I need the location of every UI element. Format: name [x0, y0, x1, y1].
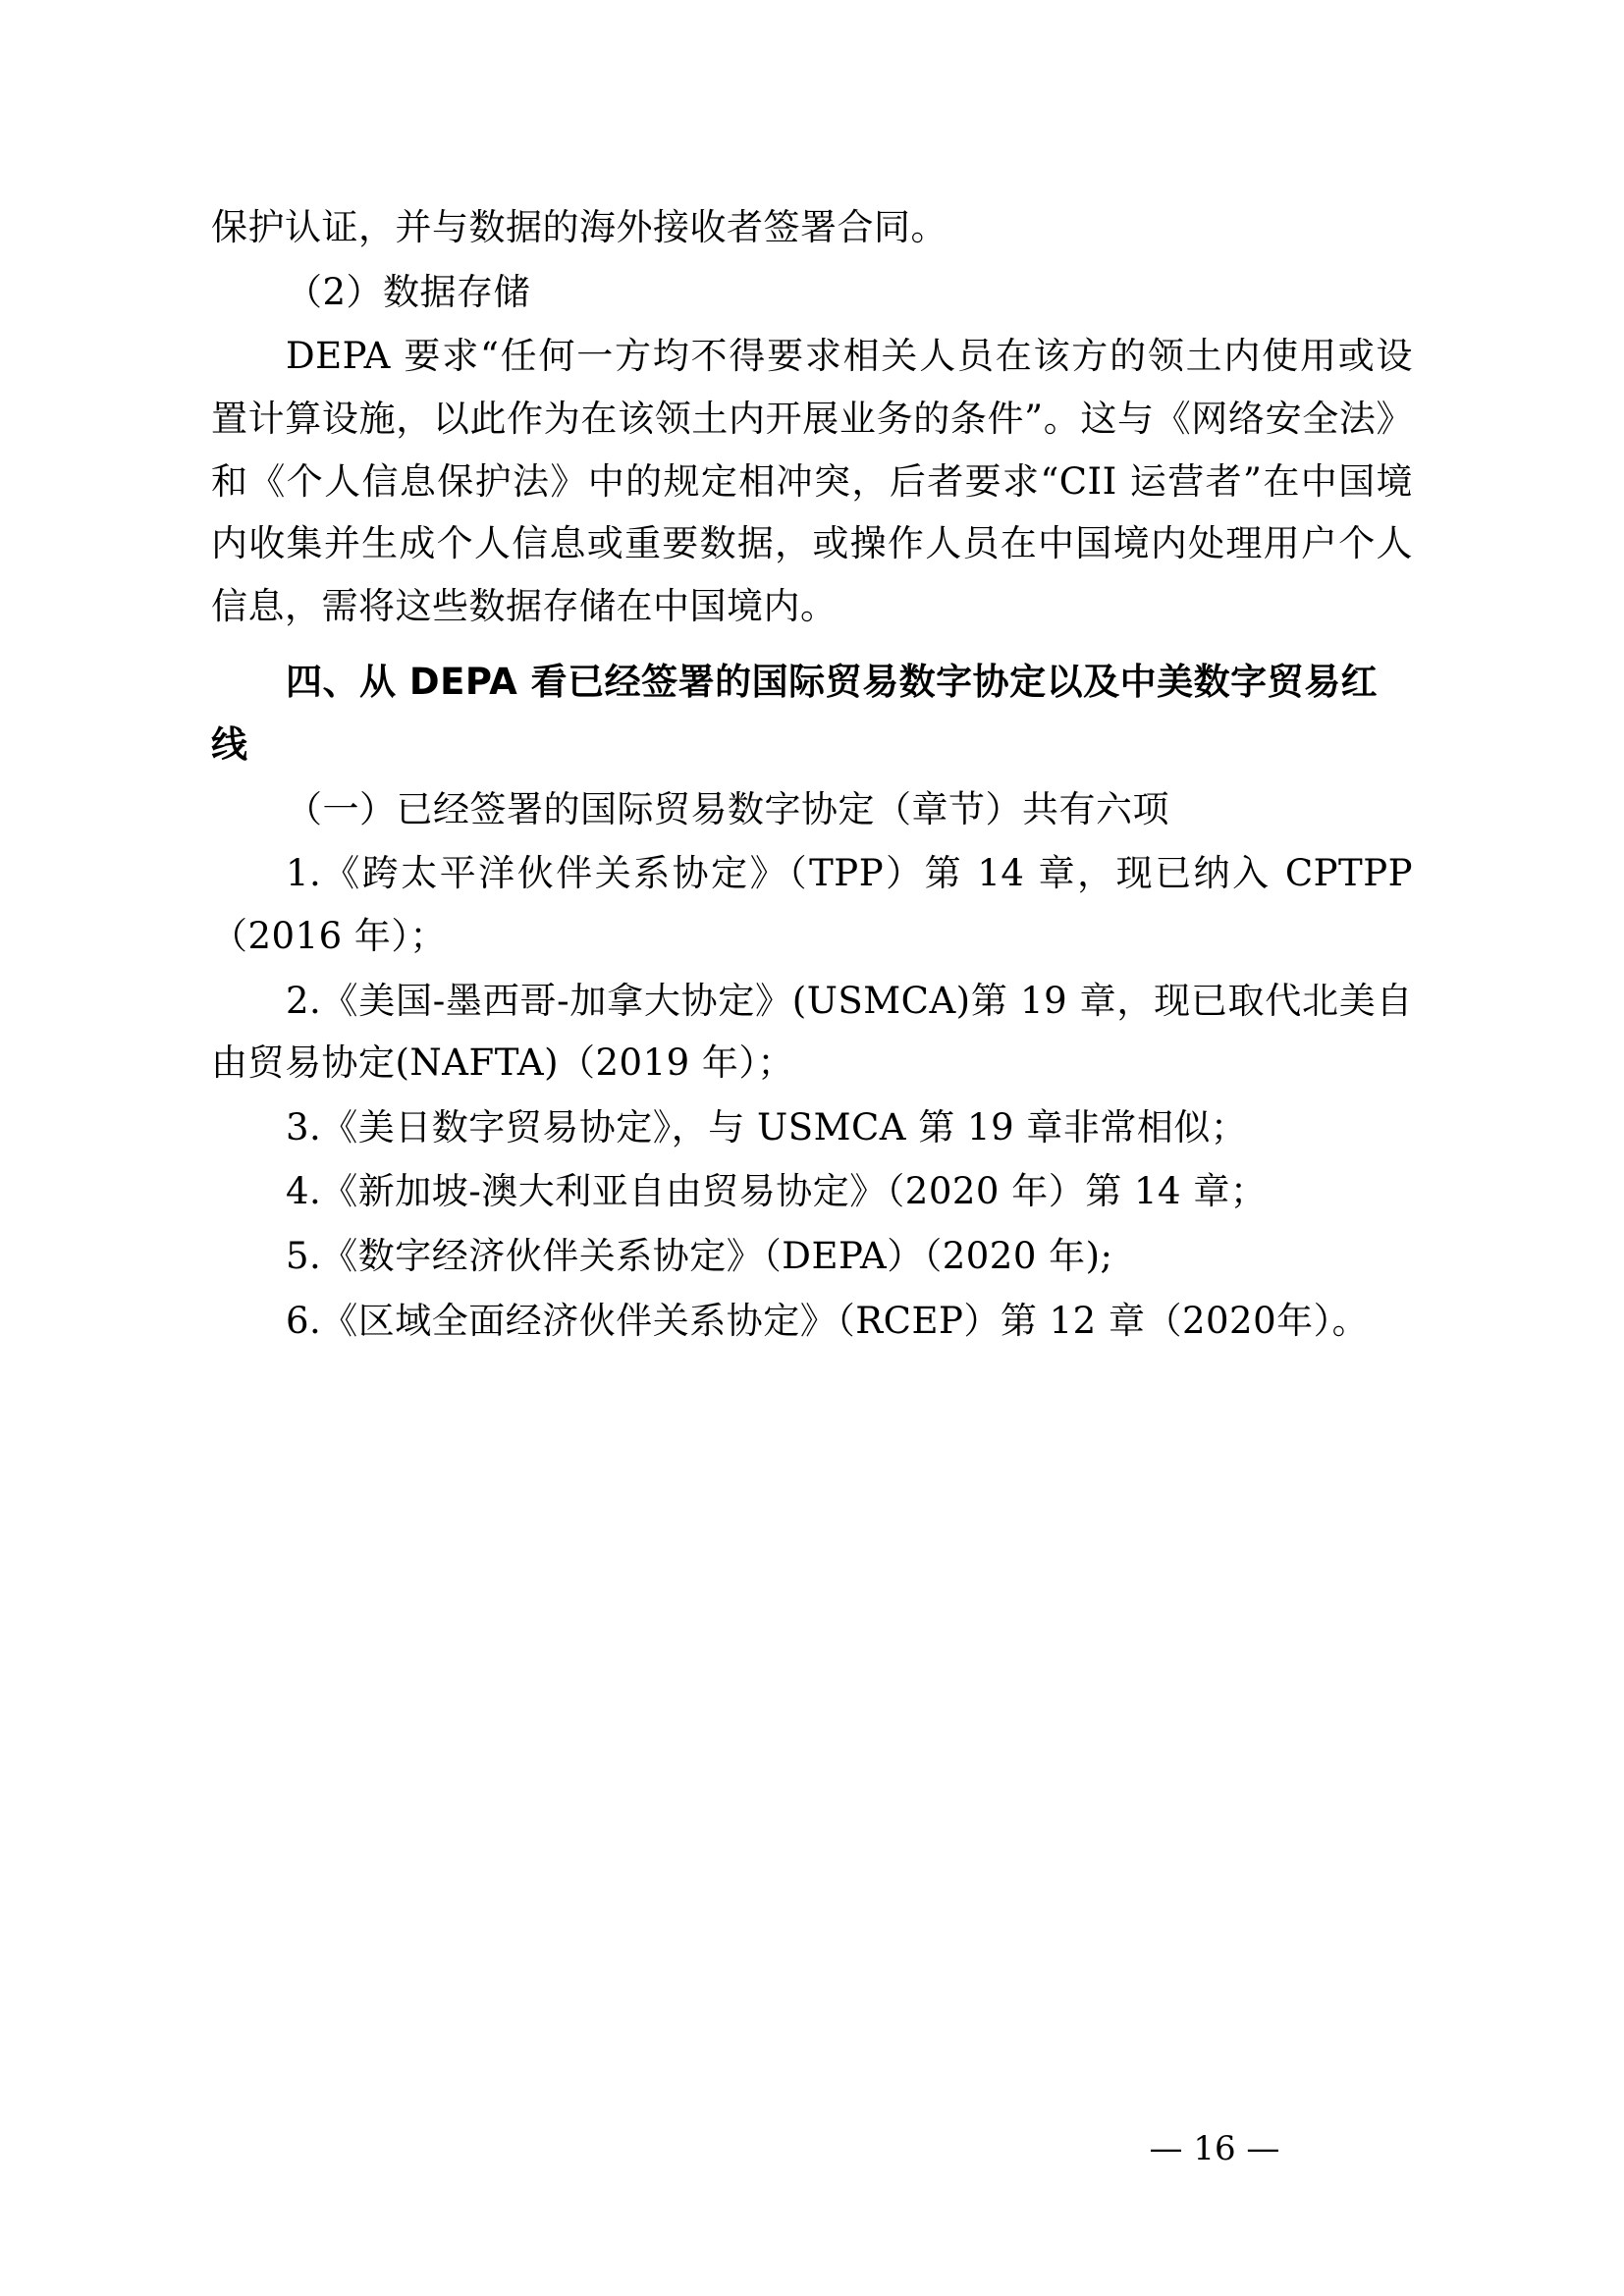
- list-item-2: 2.《美国-墨西哥-加拿大协定》(USMCA)第 19 章，现已取代北美自由贸易协定(NAFTA)（2019 年）；: [211, 979, 1413, 1085]
- page-number-footer: — 16 —: [1149, 2129, 1280, 2168]
- list-item-6: 6.《区域全面经济伙伴关系协定》（RCEP）第 12 章（2020年）。: [286, 1299, 1370, 1342]
- paragraph-continuation: 保护认证，并与数据的海外接收者签署合同。: [211, 206, 947, 248]
- subheading-part-one: （一）已经签署的国际贸易数字协定（章节）共有六项: [286, 787, 1169, 830]
- list-item-4: 4.《新加坡-澳大利亚自由贸易协定》（2020 年）第 14 章；: [286, 1170, 1268, 1213]
- paragraph-section-2-title: （2）数据存储: [286, 270, 531, 313]
- list-item-3: 3.《美日数字贸易协定》，与 USMCA 第 19 章非常相似；: [286, 1105, 1248, 1148]
- paragraph-depa-requirement: DEPA 要求“任何一方均不得要求相关人员在该方的领土内使用或设置计算设施，以此作为在该领土内开展业务的条件”。这与《网络安全法》和《个人信息保护法》中的规定相冲突，后者要求“CII 运营者”在中国境内收集并生成个人信息或重要数据，或操作人员在中国境内处理用户个人信息，需将这些数据存储在中国境内。: [211, 335, 1413, 627]
- list-item-5: 5.《数字经济伙伴关系协定》（DEPA）（2020 年);: [286, 1235, 1113, 1277]
- list-item-1: 1.《跨太平洋伙伴关系协定》（TPP）第 14 章，现已纳入 CPTPP（2016 年）；: [211, 852, 1413, 957]
- heading-section-four: 四、从 DEPA 看已经签署的国际贸易数字协定以及中美数字贸易红线: [211, 661, 1379, 766]
